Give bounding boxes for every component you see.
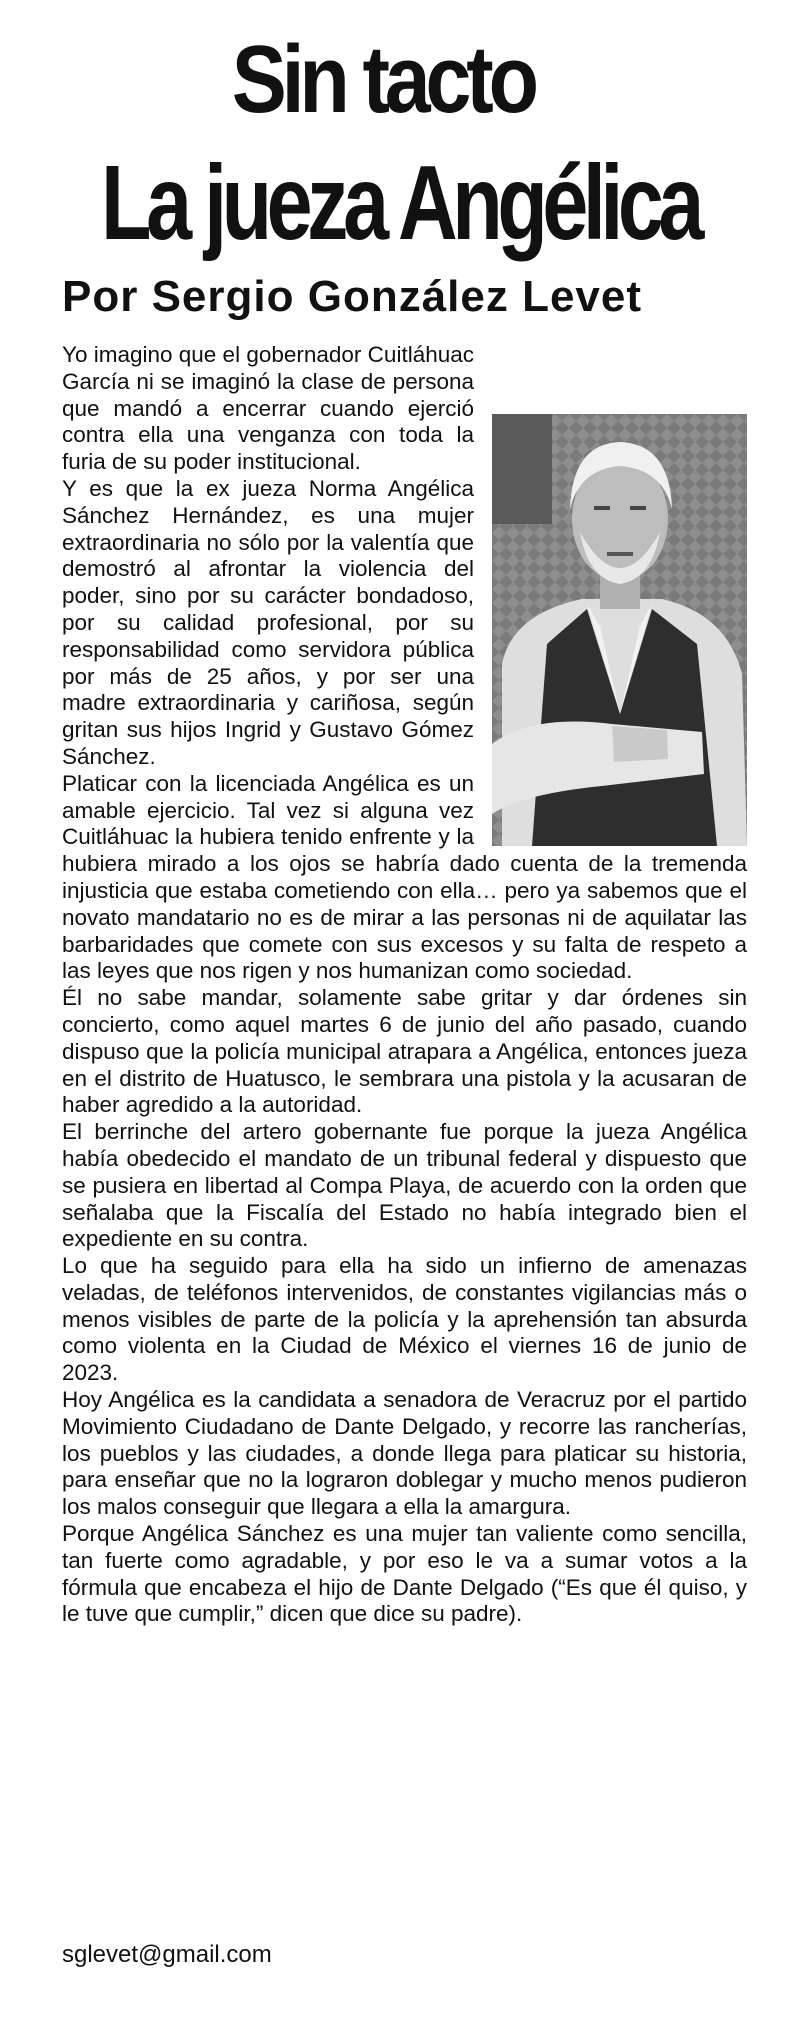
column-title: Sin tacto: [231, 26, 534, 133]
article-body: [62, 342, 747, 1628]
paragraph: Y es que la ex jueza Norma Angélica Sánchez Hernández, es una mujer extraordinaria no sólo por la valentía que demostró al afrontar la violencia del poder, sino por su carácter bondadoso, por su calidad profesional, por su responsabilidad como servidora pública por más de 25 años, y por ser una madre extraordinaria y cariñosa, según gritan sus hijos Ingrid y Gustavo Gómez Sánchez.: [62, 475, 474, 769]
byline: Por Sergio González Levet: [62, 272, 643, 321]
paragraph: Él no sabe mandar, solamente sabe gritar y dar órdenes sin concierto, como aquel martes 6 de junio del año pasado, cuando dispuso que la policía municipal atrapara a Angélica, entonces jueza en el distrito de Huatusco, le sembrara una pistola y la acusaran de haber agredido a la autoridad.: [62, 985, 747, 1118]
author-portrait-photo: [492, 414, 747, 846]
paragraph: Platicar con la licenciada Angélica es un amable ejercicio. Tal vez si alguna vez Cuitláhuac la hubiera tenido enfrente y la hubiera mirado a los ojos se habría dado cuenta de la tremenda injusticia que estaba cometiendo con ella… pero ya sabemos que el novato mandatario no es de mirar a las personas ni de aquilatar las barbaridades que comete con sus excesos y su falta de respeto a las leyes que nos rigen y nos humanizan como sociedad.: [62, 770, 747, 984]
paragraph: Hoy Angélica es la candidata a senadora de Veracruz por el partido Movimiento Ciudadano de Dante Delgado, y recorre las rancherías, los pueblos y las ciudades, a donde llega para platicar su historia, para enseñar que no la lograron doblegar y mucho menos pudieron los malos conseguir que llegara a ella la amargura.: [62, 1387, 747, 1520]
paragraph: El berrinche del artero gobernante fue porque la jueza Angélica había obedecido el mandato de un tribunal federal y dispuesto que se pusiera en libertad al Compa Playa, de acuerdo con la orden que señalaba que la Fiscalía del Estado no había integrado bien el expediente en su contra.: [62, 1119, 747, 1252]
paragraph: Porque Angélica Sánchez es una mujer tan valiente como sencilla, tan fuerte como agradable, y por eso le va a sumar votos a la fórmula que encabeza el hijo de Dante Delgado (“Es que él quiso, y le tuve que cumplir,” dicen que dice su padre).: [62, 1521, 747, 1627]
article-headline: La jueza Angélica: [101, 144, 699, 262]
paragraph: Yo imagino que el gobernador Cuitláhuac García ni se imaginó la clase de persona que mandó a encerrar cuando ejerció contra ella una venganza con toda la furia de su poder institucional.: [62, 342, 474, 475]
paragraph: Lo que ha seguido para ella ha sido un infierno de amenazas veladas, de teléfonos intervenidos, de constantes vigilancias más o menos visibles de parte de la policía y la aprehensión tan absurda como violenta en la Ciudad de México el viernes 16 de junio de 2023.: [62, 1253, 747, 1386]
author-email: sglevet@gmail.com: [62, 1941, 272, 1968]
